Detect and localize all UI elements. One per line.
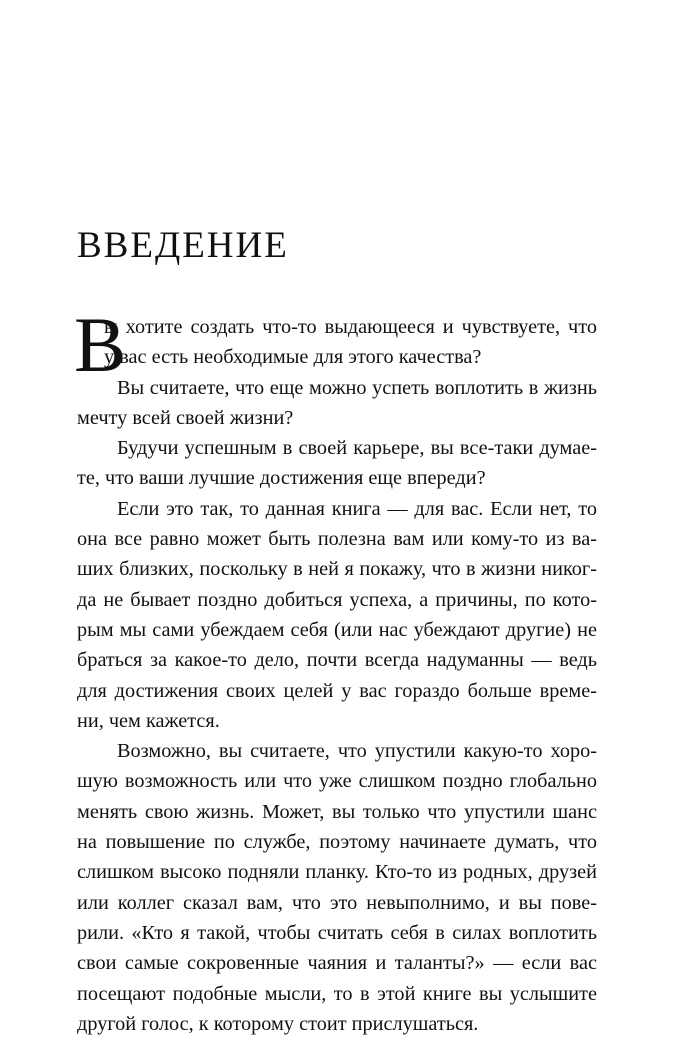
text-line: слишком высоко подняли планку. Кто-то из родных, друзей [77,861,597,884]
text-line: ни, чем кажется. [77,709,220,732]
chapter-heading: ВВЕДЕНИЕ [77,225,289,266]
text-line: ших близких, поскольку в ней я покажу, что в жизни никог- [77,558,597,581]
text-line: на повышение по службе, поэтому начинаете думать, что [77,831,597,854]
text-line: другой голос, к которому стоит прислушаться. [77,1012,479,1035]
text-line: рили. «Кто я такой, чтобы считать себя в силах воплотить [77,921,597,944]
text-line: Если это так, то данная книга — для вас. Если нет, то [117,497,597,520]
text-line: свои самые сокровенные чаяния и таланты?» — если вас [77,952,597,975]
text-line: у вас есть необходимые для этого качества? [104,346,482,369]
text-line: или коллег сказал вам, что это невыполнимо, и вы пове- [77,891,597,914]
text-line: те, что ваши лучшие достижения еще впереди? [77,467,486,490]
text-line: ы хотите создать что-то выдающееся и чувствуете, что [104,316,597,338]
body-text [74,301,597,1039]
text-line: Вы считаете, что еще можно успеть воплотить в жизнь [117,376,597,399]
drop-cap: В [74,301,127,388]
text-line: Будучи успешным в своей карьере, вы все-таки думае- [117,437,597,460]
text-line: она все равно может быть полезна вам или кому-то из ва- [77,528,597,551]
remaining-paragraphs [77,373,597,1039]
text-line: посещают подобные мысли, то в этой книге вы услышите [77,982,597,1005]
text-line: шую возможность или что уже слишком поздно глобально [77,770,597,793]
text-line: Возможно, вы считаете, что упустили какую-то хоро- [117,740,597,763]
text-line: да не бывает поздно добиться успеха, а причины, по кото- [77,588,597,611]
text-line: браться за какое-то дело, почти всегда надуманны — ведь [77,649,597,672]
text-line: рым мы сами убеждаем себя (или нас убеждают другие) не [77,618,597,641]
text-line: мечту всей своей жизни? [77,406,294,429]
text-line: для достижения своих целей у вас гораздо больше време- [77,679,597,702]
text-line: менять свою жизнь. Может, вы только что упустили шанс [77,800,597,823]
